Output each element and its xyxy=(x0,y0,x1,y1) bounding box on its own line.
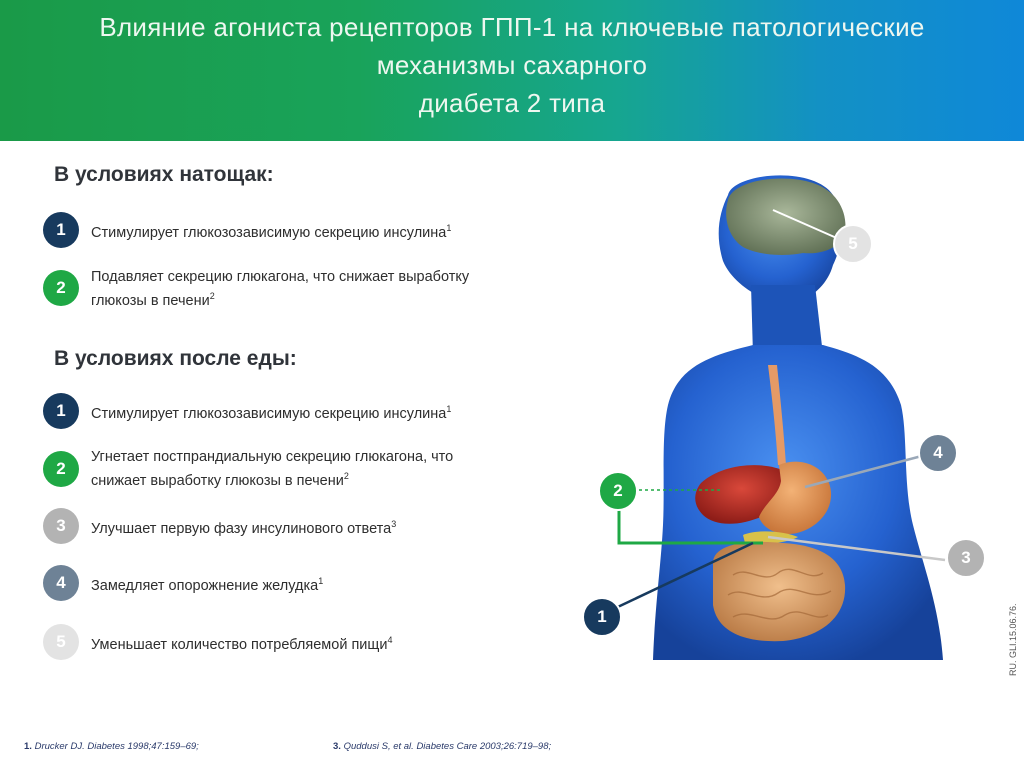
title-banner xyxy=(0,0,1024,141)
page-title xyxy=(0,8,1024,122)
callout-4: 4 xyxy=(918,433,958,473)
title-line-3: диабета 2 типа xyxy=(418,88,606,118)
item-label-line-2: глюкозы в печени xyxy=(91,292,210,309)
item-label: Замедляет опорожнение желудка xyxy=(91,577,319,594)
number-badge: 2 xyxy=(43,451,79,487)
reference-number: 1. xyxy=(24,741,32,752)
footnote-ref: 1 xyxy=(446,404,452,414)
reference-3 xyxy=(333,741,551,752)
callout-1: 1 xyxy=(582,597,622,637)
postprandial-item-2 xyxy=(43,448,563,488)
postprandial-item-3 xyxy=(43,508,563,548)
fasting-item-2 xyxy=(43,268,563,308)
item-label: Уменьшает количество потребляемой пищи xyxy=(91,636,388,653)
postprandial-heading: В условиях после еды: xyxy=(54,347,297,370)
item-label: Стимулирует глюкозозависимую секрецию инсулина xyxy=(91,405,447,422)
callout-2: 2 xyxy=(598,471,638,511)
number-badge: 4 xyxy=(43,565,79,601)
number-badge: 3 xyxy=(43,508,79,544)
anatomy-figure xyxy=(583,165,1003,665)
number-badge: 2 xyxy=(43,270,79,306)
fasting-item-1 xyxy=(43,212,563,252)
footnote-ref: 2 xyxy=(343,471,349,481)
item-text xyxy=(91,572,561,596)
item-text xyxy=(91,219,561,243)
item-text xyxy=(91,400,561,424)
title-line-1: Влияние агониста рецепторов ГПП-1 на ключевые патологические xyxy=(99,12,925,42)
reference-text: Quddusi S, et al. Diabetes Care 2003;26:719–98; xyxy=(343,741,552,752)
footnote-ref: 2 xyxy=(209,291,215,301)
document-code: RU. GLI.15.06.76. xyxy=(1008,603,1018,676)
fasting-heading: В условиях натощак: xyxy=(54,163,274,186)
footnote-ref: 1 xyxy=(318,576,324,586)
item-label-line-1: Угнетает постпрандиальную секрецию глюкагона, что xyxy=(91,449,454,465)
footnote-ref: 3 xyxy=(391,519,397,529)
item-label-line-2: снижает выработку глюкозы в печени xyxy=(91,472,344,489)
postprandial-item-5 xyxy=(43,624,563,664)
item-label-line-1: Подавляет секрецию глюкагона, что снижает выработку xyxy=(91,269,470,285)
number-badge: 5 xyxy=(43,624,79,660)
reference-text: Drucker DJ. Diabetes 1998;47:159–69; xyxy=(34,741,199,752)
item-text xyxy=(91,448,561,491)
title-line-2: механизмы сахарного xyxy=(376,50,648,80)
number-badge: 1 xyxy=(43,212,79,248)
postprandial-item-4 xyxy=(43,565,563,605)
item-label: Стимулирует глюкозозависимую секрецию инсулина xyxy=(91,224,447,241)
callout-5: 5 xyxy=(833,224,873,264)
reference-1 xyxy=(24,741,199,752)
item-label: Улучшает первую фазу инсулинового ответа xyxy=(91,520,392,537)
reference-number: 3. xyxy=(333,741,341,752)
item-text xyxy=(91,631,561,655)
item-text xyxy=(91,268,561,311)
callout-3: 3 xyxy=(946,538,986,578)
postprandial-item-1 xyxy=(43,393,563,433)
item-text xyxy=(91,515,561,539)
footnote-ref: 4 xyxy=(387,635,393,645)
number-badge: 1 xyxy=(43,393,79,429)
footnote-ref: 1 xyxy=(446,223,452,233)
